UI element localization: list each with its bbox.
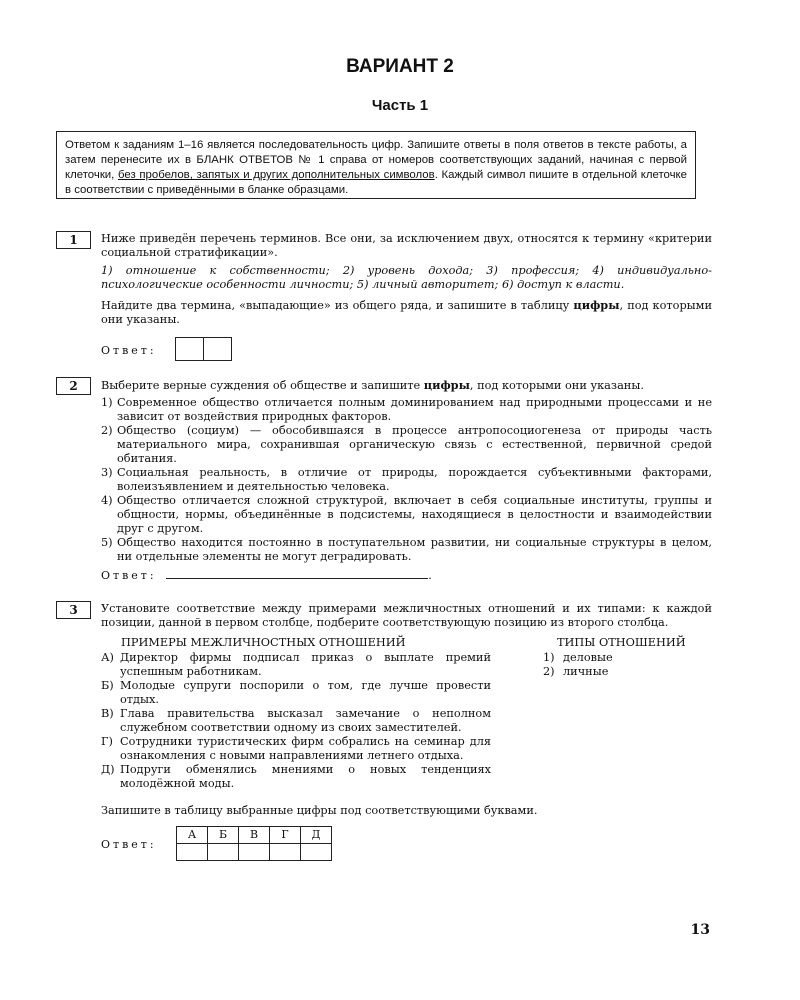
example-item [101, 763, 491, 791]
question-2-statements [101, 396, 712, 564]
question-2-answer-label: Ответ: [101, 569, 157, 582]
question-2-statement [101, 536, 712, 564]
question-1-terms: 1) отношение к собственности; 2) уровень дохода; 3) профессия; 4) индивидуально-психологические особенности личности; 5) личный авторитет; 6) доступ к власти. [101, 264, 712, 291]
answer-table-header: Д [301, 827, 332, 844]
answer-table-cell[interactable] [270, 844, 301, 861]
question-2-statement [101, 424, 712, 466]
example-text: Глава правительства высказал замечание о неполном служебном соответствии одному из своих заместителей. [120, 707, 491, 734]
question-2-statement [101, 466, 712, 494]
question-3-right-column [543, 636, 713, 679]
question-3-columns [101, 636, 712, 792]
question-2-intro-bold: цифры [423, 378, 470, 392]
question-3-number: 3 [56, 601, 91, 619]
example-text: Молодые супруги поспорили о том, где лучше провести отдых. [120, 679, 491, 706]
answer-cell-2[interactable] [203, 337, 232, 361]
question-1-intro: Ниже приведён перечень терминов. Все они, за исключением двух, относятся к термину «критерии социальной стратификации». [101, 232, 712, 259]
question-2-number: 2 [56, 377, 91, 395]
instructions-box [56, 131, 696, 199]
question-3-left-column [101, 636, 491, 791]
example-item [101, 651, 491, 679]
question-3 [101, 602, 712, 866]
instructions-text-before: Ответом к заданиям 1–16 является последовательность цифр. Запишите ответы в поля ответов в тексте работы, а затем перенесите их в БЛАНК ОТВЕТОВ № 1 справа от номеров соответствующих заданий, начиная с первой клеточки, [65, 139, 687, 181]
statement-number: 1) [101, 396, 113, 409]
question-1-answer-boxes [176, 337, 232, 365]
example-letter: Б) [101, 679, 114, 692]
example-letter: Д) [101, 763, 115, 776]
answer-table-header: А [177, 827, 208, 844]
type-item [543, 665, 713, 679]
example-text: Директор фирмы подписал приказ о выплате премий успешным работникам. [120, 651, 491, 678]
answer-table-header: Г [270, 827, 301, 844]
answer-table-cell[interactable] [177, 844, 208, 861]
question-1 [101, 232, 712, 365]
instructions-text-after: . Каждый символ пишите в отдельной клеточке в соответствии с приведёнными в бланке образцами. [65, 169, 688, 196]
question-1-task-bold: цифры [573, 298, 620, 312]
type-number: 2) [543, 665, 555, 678]
right-column-items [543, 651, 713, 679]
answer-table-header: В [239, 827, 270, 844]
type-number: 1) [543, 651, 555, 664]
type-text: деловые [563, 651, 613, 664]
statement-text: Общество находится постоянно в поступательном развитии, ни социальные структуры в целом, ни отдельные элементы не могут деградировать. [117, 536, 712, 563]
page-number: 13 [690, 922, 710, 938]
part-title: Часть 1 [371, 97, 429, 114]
right-column-header: ТИПЫ ОТНОШЕНИЙ [557, 636, 686, 649]
question-2-answer-end: . [428, 569, 432, 582]
question-1-answer-label: Ответ: [101, 344, 157, 357]
answer-table-cell[interactable] [239, 844, 270, 861]
question-3-answer-table [176, 826, 332, 861]
question-1-task-after: , под которыми они указаны. [101, 299, 712, 326]
answer-table-cell[interactable] [208, 844, 239, 861]
question-2-intro-after: , под которыми они указаны. [469, 379, 644, 392]
example-item [101, 735, 491, 763]
left-column-header: ПРИМЕРЫ МЕЖЛИЧНОСТНЫХ ОТНОШЕНИЙ [121, 636, 406, 649]
statement-text: Общество отличается сложной структурой, включает в себя социальные институты, группы и общности, нормы, объединённые в подсистемы, находящиеся в целостности и взаимодействии друг с другом. [117, 494, 712, 535]
question-2-answer-line[interactable] [166, 568, 428, 579]
instructions-underlined: без пробелов, запятых и других дополнительных символов [118, 169, 435, 181]
question-2 [101, 378, 712, 583]
question-2-intro [101, 378, 712, 393]
question-1-task-before: Найдите два термина, «выпадающие» из общего ряда, и запишите в таблицу [101, 299, 574, 312]
question-2-statement [101, 396, 712, 424]
question-1-answer-row [101, 337, 712, 365]
question-1-number: 1 [56, 231, 91, 249]
question-1-task [101, 298, 712, 327]
statement-number: 2) [101, 424, 113, 437]
left-column-items [101, 651, 491, 791]
answer-table-input-row [177, 844, 332, 861]
answer-table-cell[interactable] [301, 844, 332, 861]
variant-title: ВАРИАНТ 2 [346, 56, 454, 77]
example-item [101, 679, 491, 707]
question-2-answer-row [101, 568, 712, 583]
answer-table-header: Б [208, 827, 239, 844]
example-text: Подруги обменялись мнениями о новых тенденциях молодёжной моды. [120, 763, 491, 790]
question-3-answer-row [101, 826, 712, 866]
question-3-intro: Установите соответствие между примерами межличностных отношений и их типами: к каждой позиции, данной в первом столбце, подберите соответствующую позицию из второго столбца. [101, 602, 712, 629]
statement-number: 4) [101, 494, 113, 507]
statement-text: Социальная реальность, в отличие от природы, порождается субъективными факторами, волеизъявлением и деятельностью человека. [117, 466, 712, 493]
question-2-intro-before: Выберите верные суждения об обществе и запишите [101, 379, 424, 392]
example-text: Сотрудники туристических фирм собрались на семинар для ознакомления с новыми направлениями летнего отдыха. [120, 735, 491, 762]
statement-text: Общество (социум) — обособившаяся в процессе антропосоциогенеза от природы часть материального мира, сохранившая органическую связь с естественной, первичной средой обитания. [117, 424, 712, 465]
example-letter: Г) [101, 735, 113, 748]
question-3-answer-label: Ответ: [101, 838, 157, 851]
statement-number: 5) [101, 536, 113, 549]
example-letter: А) [101, 651, 114, 664]
type-item [543, 651, 713, 665]
statement-number: 3) [101, 466, 113, 479]
answer-cell-1[interactable] [175, 337, 204, 361]
example-item [101, 707, 491, 735]
statement-text: Современное общество отличается полным доминированием над природными процессами и не зависит от воздействия природных факторов. [117, 396, 712, 423]
answer-table-header-row [177, 827, 332, 844]
example-letter: В) [101, 707, 114, 720]
type-text: личные [563, 665, 609, 678]
question-2-statement [101, 494, 712, 536]
question-3-instruction: Запишите в таблицу выбранные цифры под соответствующими буквами. [101, 804, 538, 817]
